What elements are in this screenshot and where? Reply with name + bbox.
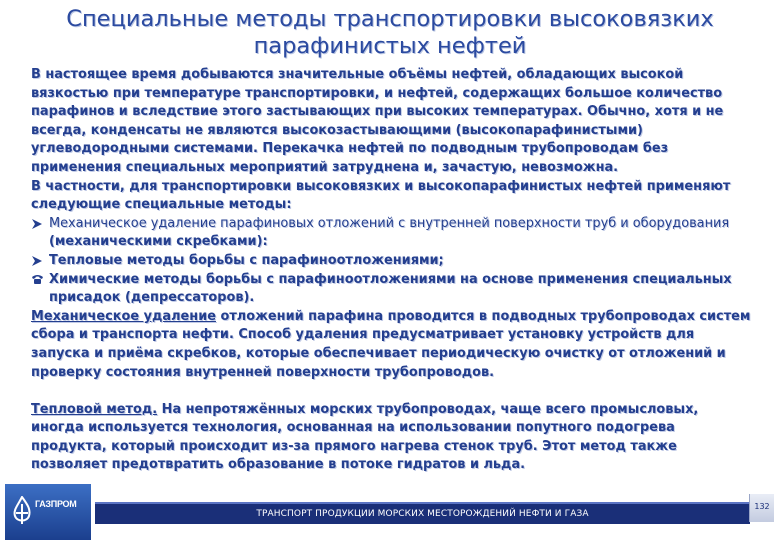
bullet-text-bold: (механическими скребками): [49, 234, 268, 250]
gazprom-logo [5, 484, 91, 540]
bullet-text-bold: Тепловые методы борьбы с парафиноотложениями; [49, 252, 444, 268]
intro-paragraph: В настоящее время добываются значительные объёмы нефтей, обладающих высокой вязкостью при температуре транспортировки, и нефтей, содержащих большое количество парафинов и вследствие этого застывающих при высоких температурах. Обычно, хотя и не всегда, конденсаты не являются высокозастывающими (высокопарафинистыми) углеводородными системами. Перекачка нефтей по подводным трубопроводам без применения специальных мероприятий затруднена и, зачастую, невозможна. [31, 67, 724, 175]
arrow-right-icon [31, 215, 47, 233]
arrow-right-icon [31, 252, 47, 270]
page-number: 132 [749, 494, 774, 522]
slide-body [31, 66, 753, 475]
slide-footer [0, 484, 780, 540]
mechanical-paragraph [31, 308, 753, 382]
bullet-item-thermal [31, 252, 753, 271]
mechanical-heading: Механическое удаление [31, 308, 216, 324]
bullet-item-mechanical [31, 215, 753, 252]
bullet-item-chemical [31, 271, 753, 308]
telephone-icon [31, 271, 47, 289]
logo-text: ГАЗПРОМ [35, 499, 77, 509]
slide-title: Специальные методы транспортировки высоковязких парафинистых нефтей [66, 6, 714, 59]
mechanical-text: отложений парафина проводится в подводных трубопроводах систем сбора и транспорта нефти. Способ удаления предусматривает установку устройств для запуска и приёма скребков, которые обеспечивает периодическую очистку от отложений и проверку состояния внутренней поверхности трубопроводов. [31, 308, 751, 380]
footer-bar: ТРАНСПОРТ ПРОДУКЦИИ МОРСКИХ МЕСТОРОЖДЕНИЙ НЕФТИ И ГАЗА [95, 502, 750, 524]
paragraph-spacer [31, 382, 753, 401]
thermal-paragraph [31, 401, 753, 475]
bullet-text: Механическое удаление парафиновых отложений с внутренней поверхности труб и оборудования [49, 215, 730, 231]
flame-icon [11, 496, 33, 526]
bullet-text-bold: Химические методы борьбы с парафиноотложениями на основе применения специальных присадок (депрессаторов). [49, 271, 732, 306]
methods-intro-paragraph: В частности, для транспортировки высоковязких и высокопарафинистых нефтей применяют следующие специальные методы: [31, 178, 731, 213]
thermal-text: На непротяжённых морских трубопроводах, чаще всего промысловых, иногда используется технология, основанная на использовании попутного подогрева продукта, который происходит из-за прямого нагрева стенок труб. Этот метод также позволяет предотвратить образование в потоке гидратов и льда. [31, 401, 699, 473]
thermal-heading: Тепловой метод. [31, 401, 158, 417]
